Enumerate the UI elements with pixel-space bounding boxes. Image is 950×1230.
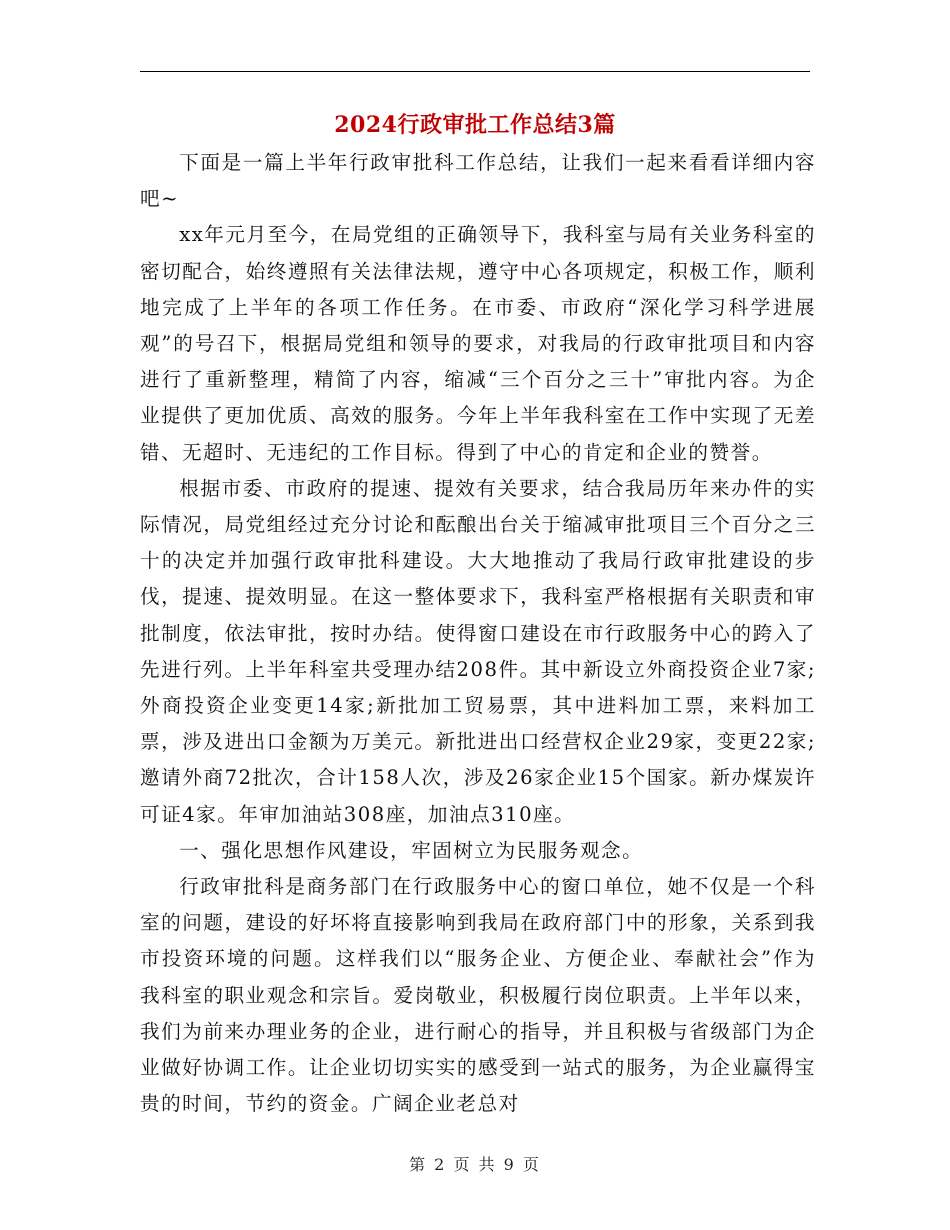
page-number-footer: 第 2 页 共 9 页 [409,1155,541,1174]
paragraph-section-1: 行政审批科是商务部门在行政服务中心的窗口单位，她不仅是一个科室的问题，建设的好坏将直接影响到我局在政府部门中的形象，关系到我市投资环境的问题。这样我们以“服务企业、方便企业、奉献社会”作为我科室的职业观念和宗旨。爱岗敬业，积极履行岗位职责。上半年以来，我们为前来办理业务的企业，进行耐心的指导，并且积极与省级部门为企业做好协调工作。让企业切切实实的感受到一站式的服务，为企业赢得宝贵的时间，节约的资金。广阔企业老总对 [140,875,816,1116]
paragraph-intro: 下面是一篇上半年行政审批科工作总结，让我们一起来看看详细内容吧~ [140,151,816,211]
document-title: 2024行政审批工作总结3篇 [334,112,616,138]
section-heading-1: 一、强化思想作风建设，牢固树立为民服务观念。 [179,838,644,862]
paragraph-statistics: 根据市委、市政府的提速、提效有关要求，结合我局历年来办件的实际情况，局党组经过充分讨论和酝酿出台关于缩减审批项目三个百分之三十的决定并加强行政审批科建设。大大地推动了我局行政审批建设的步伐，提速、提效明显。在这一整体要求下，我科室严格根据有关职责和审批制度，依法审批，按时办结。使得窗口建设在市行政服务中心的跨入了先进行列。上半年科室共受理办结208件。其中新设立外商投资企业7家;外商投资企业变更14家;新批加工贸易票，其中进料加工票，来料加工票，涉及进出口金额为万美元。新批进出口经营权企业29家，变更22家;邀请外商72批次，合计158人次，涉及26家企业15个国家。新办煤炭许可证4家。年审加油站308座，加油点310座。 [140,476,816,826]
document-body [140,145,816,1122]
paragraph-overview: xx年元月至今，在局党组的正确领导下，我科室与局有关业务科室的密切配合，始终遵照有关法律法规，遵守中心各项规定，积极工作，顺利地完成了上半年的各项工作任务。在市委、市政府“深化学习科学进展观”的号召下，根据局党组和领导的要求，对我局的行政审批项目和内容进行了重新整理，精简了内容，缩减“三个百分之三十”审批内容。为企业提供了更加优质、高效的服务。今年上半年我科室在工作中实现了无差错、无超时、无违纪的工作目标。得到了中心的肯定和企业的赞誉。 [140,223,817,464]
header-rule [140,71,810,72]
